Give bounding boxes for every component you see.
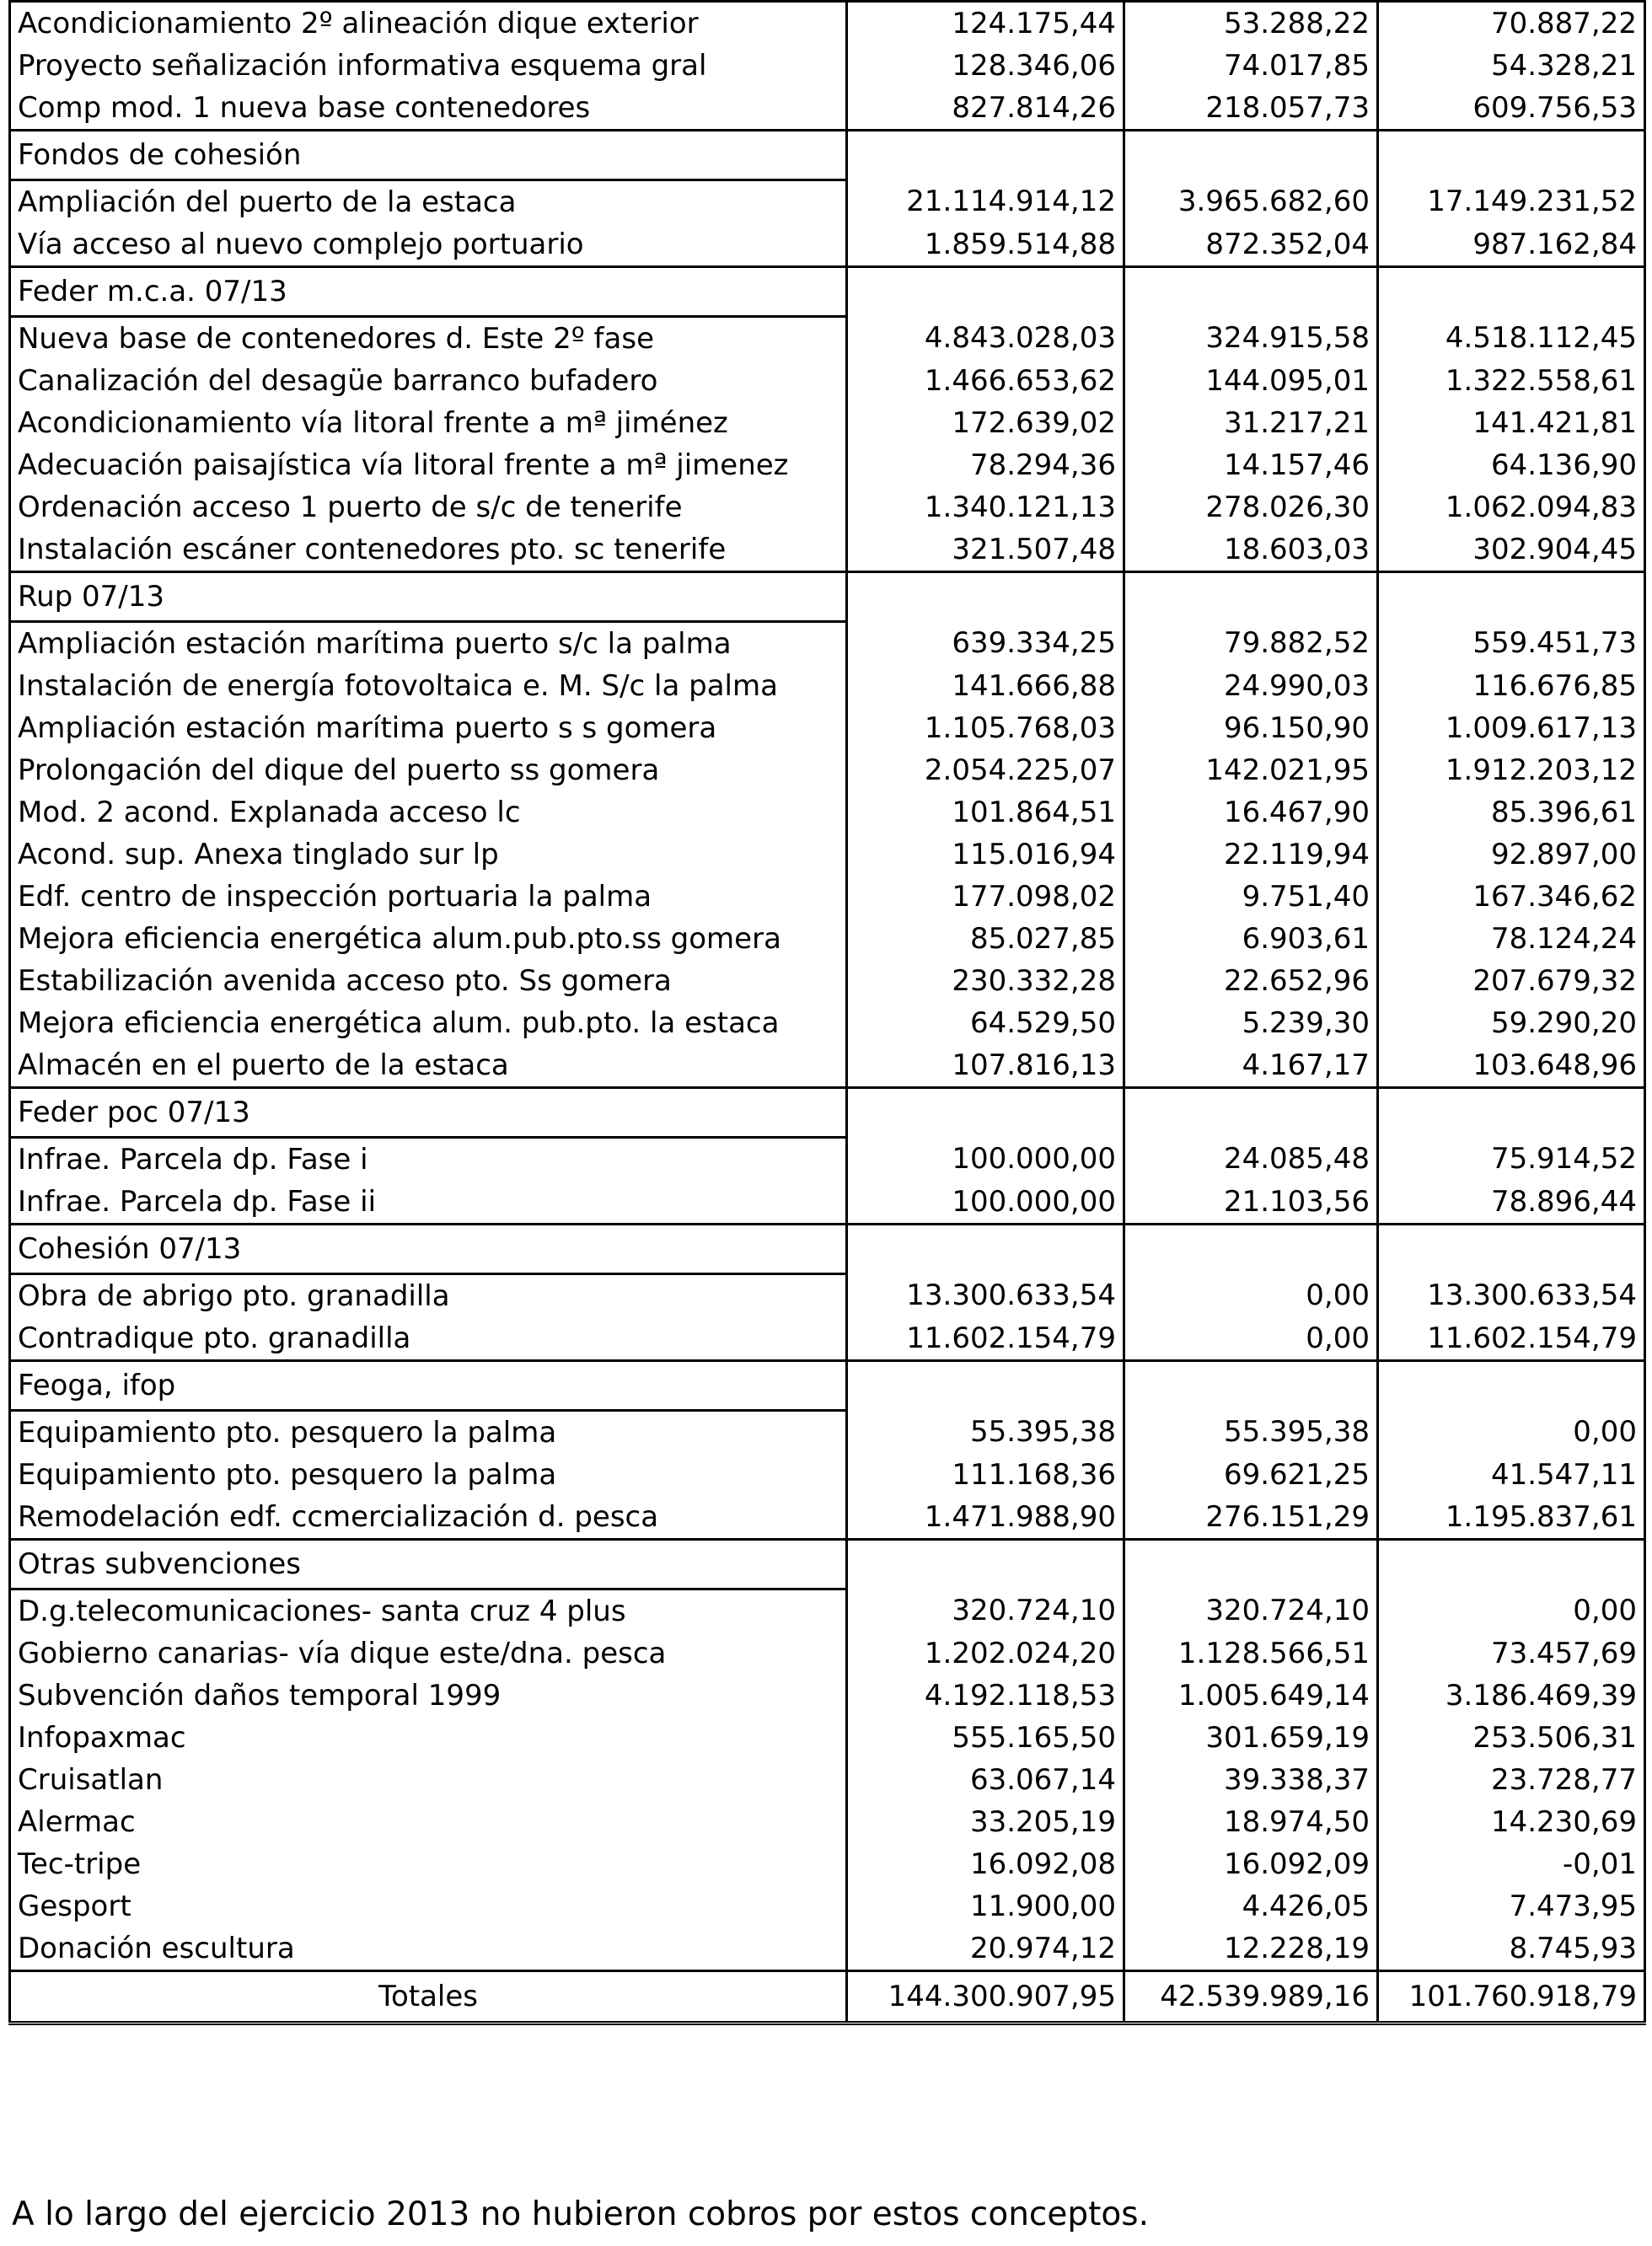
amount-cell: 64.529,50 — [847, 1002, 1124, 1044]
empty-cell — [1124, 267, 1378, 317]
amount-cell: 141.666,88 — [847, 665, 1124, 707]
section-header-row — [10, 1225, 1645, 1274]
amount-cell: 18.974,50 — [1124, 1801, 1378, 1843]
concept-cell: Comp mod. 1 nueva base contenedores — [10, 87, 847, 131]
table-row — [10, 223, 1645, 267]
amount-cell: 39.338,37 — [1124, 1759, 1378, 1801]
amount-cell: 16.092,09 — [1124, 1843, 1378, 1885]
concept-cell: Mejora eficiencia energética alum. pub.pto. la estaca — [10, 1002, 847, 1044]
concept-cell: Contradique pto. granadilla — [10, 1317, 847, 1361]
amount-cell: 55.395,38 — [1124, 1411, 1378, 1455]
concept-cell: Instalación escáner contenedores pto. sc tenerife — [10, 528, 847, 572]
table-row — [10, 749, 1645, 791]
section-title: Cohesión 07/13 — [10, 1225, 847, 1274]
amount-cell: 96.150,90 — [1124, 707, 1378, 749]
amount-cell: 7.473,95 — [1378, 1885, 1645, 1927]
empty-cell — [847, 1088, 1124, 1138]
amount-cell: 302.904,45 — [1378, 528, 1645, 572]
table-row — [10, 1717, 1645, 1759]
table-row — [10, 402, 1645, 444]
table-row — [10, 1317, 1645, 1361]
empty-cell — [847, 131, 1124, 180]
amount-cell: 78.124,24 — [1378, 918, 1645, 960]
amount-cell: 22.652,96 — [1124, 960, 1378, 1002]
amount-cell: 1.466.653,62 — [847, 360, 1124, 402]
concept-cell: Ampliación estación marítima puerto s/c la palma — [10, 622, 847, 666]
table-row — [10, 1632, 1645, 1675]
table-row — [10, 45, 1645, 87]
empty-cell — [1124, 1088, 1378, 1138]
concept-cell: Alermac — [10, 1801, 847, 1843]
amount-cell: 1.105.768,03 — [847, 707, 1124, 749]
concept-cell: Estabilización avenida acceso pto. Ss gomera — [10, 960, 847, 1002]
amount-cell: 278.026,30 — [1124, 486, 1378, 528]
amount-cell: 75.914,52 — [1378, 1138, 1645, 1182]
amount-cell: 116.676,85 — [1378, 665, 1645, 707]
amount-cell: 128.346,06 — [847, 45, 1124, 87]
amount-cell: 324.915,58 — [1124, 317, 1378, 361]
section-header-row — [10, 1361, 1645, 1411]
concept-cell: Proyecto señalización informativa esquema gral — [10, 45, 847, 87]
amount-cell: 101.864,51 — [847, 791, 1124, 834]
amount-cell: 107.816,13 — [847, 1044, 1124, 1088]
amount-cell: 111.168,36 — [847, 1454, 1124, 1496]
amount-cell: 22.119,94 — [1124, 834, 1378, 876]
table-row — [10, 87, 1645, 131]
amount-cell: 103.648,96 — [1378, 1044, 1645, 1088]
amount-cell: -0,01 — [1378, 1843, 1645, 1885]
table-row — [10, 960, 1645, 1002]
table-row — [10, 1927, 1645, 1971]
amount-cell: 1.009.617,13 — [1378, 707, 1645, 749]
amount-cell: 100.000,00 — [847, 1138, 1124, 1182]
concept-cell: Gobierno canarias- vía dique este/dna. pesca — [10, 1632, 847, 1675]
amount-cell: 987.162,84 — [1378, 223, 1645, 267]
amount-cell: 14.230,69 — [1378, 1801, 1645, 1843]
amount-cell: 11.900,00 — [847, 1885, 1124, 1927]
amount-cell: 85.396,61 — [1378, 791, 1645, 834]
empty-cell — [1378, 131, 1645, 180]
amount-cell: 69.621,25 — [1124, 1454, 1378, 1496]
amount-cell: 21.103,56 — [1124, 1181, 1378, 1225]
amount-cell: 141.421,81 — [1378, 402, 1645, 444]
subsidies-table-body — [10, 2, 1645, 2024]
concept-cell: Mod. 2 acond. Explanada acceso lc — [10, 791, 847, 834]
amount-cell: 92.897,00 — [1378, 834, 1645, 876]
amount-cell: 70.887,22 — [1378, 2, 1645, 46]
amount-cell: 144.300.907,95 — [847, 1971, 1124, 2024]
empty-cell — [1124, 1225, 1378, 1274]
table-row — [10, 665, 1645, 707]
amount-cell: 78.294,36 — [847, 444, 1124, 486]
amount-cell: 21.114.914,12 — [847, 180, 1124, 224]
amount-cell: 872.352,04 — [1124, 223, 1378, 267]
concept-cell: Cruisatlan — [10, 1759, 847, 1801]
empty-cell — [847, 1540, 1124, 1589]
empty-cell — [847, 267, 1124, 317]
amount-cell: 559.451,73 — [1378, 622, 1645, 666]
amount-cell: 23.728,77 — [1378, 1759, 1645, 1801]
footnote-text: A lo largo del ejercicio 2013 no hubieron cobros por estos conceptos. — [12, 2195, 1149, 2233]
amount-cell: 639.334,25 — [847, 622, 1124, 666]
table-row — [10, 707, 1645, 749]
amount-cell: 3.186.469,39 — [1378, 1675, 1645, 1717]
section-title: Rup 07/13 — [10, 572, 847, 622]
concept-cell: Donación escultura — [10, 1927, 847, 1971]
table-row — [10, 1885, 1645, 1927]
table-row — [10, 1801, 1645, 1843]
concept-cell: Subvención daños temporal 1999 — [10, 1675, 847, 1717]
amount-cell: 142.021,95 — [1124, 749, 1378, 791]
amount-cell: 78.896,44 — [1378, 1181, 1645, 1225]
amount-cell: 16.092,08 — [847, 1843, 1124, 1885]
amount-cell: 9.751,40 — [1124, 876, 1378, 918]
concept-cell: Equipamiento pto. pesquero la palma — [10, 1454, 847, 1496]
amount-cell: 320.724,10 — [1124, 1589, 1378, 1633]
amount-cell: 4.518.112,45 — [1378, 317, 1645, 361]
amount-cell: 4.426,05 — [1124, 1885, 1378, 1927]
amount-cell: 1.062.094,83 — [1378, 486, 1645, 528]
amount-cell: 64.136,90 — [1378, 444, 1645, 486]
empty-cell — [1124, 131, 1378, 180]
empty-cell — [1124, 1540, 1378, 1589]
amount-cell: 4.843.028,03 — [847, 317, 1124, 361]
section-title: Feder poc 07/13 — [10, 1088, 847, 1138]
amount-cell: 1.005.649,14 — [1124, 1675, 1378, 1717]
amount-cell: 73.457,69 — [1378, 1632, 1645, 1675]
amount-cell: 101.760.918,79 — [1378, 1971, 1645, 2024]
table-row — [10, 1181, 1645, 1225]
amount-cell: 16.467,90 — [1124, 791, 1378, 834]
amount-cell: 85.027,85 — [847, 918, 1124, 960]
table-row — [10, 1843, 1645, 1885]
amount-cell: 167.346,62 — [1378, 876, 1645, 918]
table-row — [10, 1496, 1645, 1540]
amount-cell: 4.192.118,53 — [847, 1675, 1124, 1717]
amount-cell: 1.859.514,88 — [847, 223, 1124, 267]
table-row — [10, 1454, 1645, 1496]
amount-cell: 1.202.024,20 — [847, 1632, 1124, 1675]
table-row — [10, 1675, 1645, 1717]
amount-cell: 115.016,94 — [847, 834, 1124, 876]
table-row — [10, 2, 1645, 46]
table-row — [10, 180, 1645, 224]
amount-cell: 609.756,53 — [1378, 87, 1645, 131]
table-row — [10, 317, 1645, 361]
empty-cell — [1124, 1361, 1378, 1411]
amount-cell: 124.175,44 — [847, 2, 1124, 46]
amount-cell: 144.095,01 — [1124, 360, 1378, 402]
concept-cell: Adecuación paisajística vía litoral frente a mª jimenez — [10, 444, 847, 486]
table-row — [10, 1759, 1645, 1801]
amount-cell: 1.912.203,12 — [1378, 749, 1645, 791]
amount-cell: 3.965.682,60 — [1124, 180, 1378, 224]
concept-cell: Ordenación acceso 1 puerto de s/c de tenerife — [10, 486, 847, 528]
amount-cell: 59.290,20 — [1378, 1002, 1645, 1044]
concept-cell: Ampliación del puerto de la estaca — [10, 180, 847, 224]
amount-cell: 17.149.231,52 — [1378, 180, 1645, 224]
table-row — [10, 1589, 1645, 1633]
amount-cell: 6.903,61 — [1124, 918, 1378, 960]
amount-cell: 320.724,10 — [847, 1589, 1124, 1633]
amount-cell: 14.157,46 — [1124, 444, 1378, 486]
amount-cell: 74.017,85 — [1124, 45, 1378, 87]
amount-cell: 0,00 — [1378, 1589, 1645, 1633]
concept-cell: Gesport — [10, 1885, 847, 1927]
table-row — [10, 791, 1645, 834]
concept-cell: Remodelación edf. ccmercialización d. pesca — [10, 1496, 847, 1540]
amount-cell: 33.205,19 — [847, 1801, 1124, 1843]
amount-cell: 100.000,00 — [847, 1181, 1124, 1225]
concept-cell: Infopaxmac — [10, 1717, 847, 1759]
amount-cell: 31.217,21 — [1124, 402, 1378, 444]
empty-cell — [847, 1225, 1124, 1274]
amount-cell: 63.067,14 — [847, 1759, 1124, 1801]
section-title: Otras subvenciones — [10, 1540, 847, 1589]
amount-cell: 1.195.837,61 — [1378, 1496, 1645, 1540]
amount-cell: 20.974,12 — [847, 1927, 1124, 1971]
amount-cell: 54.328,21 — [1378, 45, 1645, 87]
concept-cell: Canalización del desagüe barranco bufadero — [10, 360, 847, 402]
concept-cell: Almacén en el puerto de la estaca — [10, 1044, 847, 1088]
amount-cell: 207.679,32 — [1378, 960, 1645, 1002]
table-row — [10, 444, 1645, 486]
table-row — [10, 834, 1645, 876]
table-row — [10, 1411, 1645, 1455]
empty-cell — [847, 572, 1124, 622]
concept-cell: D.g.telecomunicaciones- santa cruz 4 plus — [10, 1589, 847, 1633]
section-header-row — [10, 131, 1645, 180]
amount-cell: 13.300.633,54 — [847, 1274, 1124, 1318]
concept-cell: Obra de abrigo pto. granadilla — [10, 1274, 847, 1318]
amount-cell: 24.990,03 — [1124, 665, 1378, 707]
subsidies-table — [8, 0, 1646, 2025]
concept-cell: Nueva base de contenedores d. Este 2º fase — [10, 317, 847, 361]
table-row — [10, 1002, 1645, 1044]
amount-cell: 827.814,26 — [847, 87, 1124, 131]
amount-cell: 2.054.225,07 — [847, 749, 1124, 791]
section-title: Feder m.c.a. 07/13 — [10, 267, 847, 317]
amount-cell: 41.547,11 — [1378, 1454, 1645, 1496]
amount-cell: 13.300.633,54 — [1378, 1274, 1645, 1318]
amount-cell: 253.506,31 — [1378, 1717, 1645, 1759]
concept-cell: Acondicionamiento 2º alineación dique exterior — [10, 2, 847, 46]
amount-cell: 1.471.988,90 — [847, 1496, 1124, 1540]
amount-cell: 79.882,52 — [1124, 622, 1378, 666]
amount-cell: 177.098,02 — [847, 876, 1124, 918]
empty-cell — [1378, 1540, 1645, 1589]
concept-cell: Mejora eficiencia energética alum.pub.pto.ss gomera — [10, 918, 847, 960]
amount-cell: 0,00 — [1378, 1411, 1645, 1455]
concept-cell: Edf. centro de inspección portuaria la palma — [10, 876, 847, 918]
amount-cell: 276.151,29 — [1124, 1496, 1378, 1540]
amount-cell: 24.085,48 — [1124, 1138, 1378, 1182]
section-header-row — [10, 1540, 1645, 1589]
totals-label: Totales — [10, 1971, 847, 2024]
table-row — [10, 1138, 1645, 1182]
table-row — [10, 876, 1645, 918]
amount-cell: 4.167,17 — [1124, 1044, 1378, 1088]
amount-cell: 1.128.566,51 — [1124, 1632, 1378, 1675]
amount-cell: 301.659,19 — [1124, 1717, 1378, 1759]
amount-cell: 0,00 — [1124, 1317, 1378, 1361]
amount-cell: 230.332,28 — [847, 960, 1124, 1002]
concept-cell: Vía acceso al nuevo complejo portuario — [10, 223, 847, 267]
empty-cell — [1378, 1361, 1645, 1411]
table-row — [10, 528, 1645, 572]
concept-cell: Ampliación estación marítima puerto s s gomera — [10, 707, 847, 749]
empty-cell — [1378, 1225, 1645, 1274]
amount-cell: 0,00 — [1124, 1274, 1378, 1318]
section-title: Fondos de cohesión — [10, 131, 847, 180]
amount-cell: 18.603,03 — [1124, 528, 1378, 572]
amount-cell: 1.322.558,61 — [1378, 360, 1645, 402]
amount-cell: 5.239,30 — [1124, 1002, 1378, 1044]
concept-cell: Prolongación del dique del puerto ss gomera — [10, 749, 847, 791]
amount-cell: 11.602.154,79 — [847, 1317, 1124, 1361]
totals-row — [10, 1971, 1645, 2024]
concept-cell: Infrae. Parcela dp. Fase i — [10, 1138, 847, 1182]
amount-cell: 12.228,19 — [1124, 1927, 1378, 1971]
section-header-row — [10, 1088, 1645, 1138]
amount-cell: 8.745,93 — [1378, 1927, 1645, 1971]
table-row — [10, 360, 1645, 402]
amount-cell: 321.507,48 — [847, 528, 1124, 572]
amount-cell: 55.395,38 — [847, 1411, 1124, 1455]
section-title: Feoga, ifop — [10, 1361, 847, 1411]
table-row — [10, 918, 1645, 960]
amount-cell: 53.288,22 — [1124, 2, 1378, 46]
section-header-row — [10, 267, 1645, 317]
concept-cell: Acond. sup. Anexa tinglado sur lp — [10, 834, 847, 876]
amount-cell: 555.165,50 — [847, 1717, 1124, 1759]
amount-cell: 218.057,73 — [1124, 87, 1378, 131]
concept-cell: Infrae. Parcela dp. Fase ii — [10, 1181, 847, 1225]
empty-cell — [1124, 572, 1378, 622]
amount-cell: 172.639,02 — [847, 402, 1124, 444]
table-row — [10, 1044, 1645, 1088]
table-row — [10, 1274, 1645, 1318]
amount-cell: 1.340.121,13 — [847, 486, 1124, 528]
concept-cell: Tec-tripe — [10, 1843, 847, 1885]
table-row — [10, 486, 1645, 528]
empty-cell — [1378, 1088, 1645, 1138]
concept-cell: Instalación de energía fotovoltaica e. M. S/c la palma — [10, 665, 847, 707]
empty-cell — [1378, 572, 1645, 622]
amount-cell: 11.602.154,79 — [1378, 1317, 1645, 1361]
empty-cell — [847, 1361, 1124, 1411]
concept-cell: Acondicionamiento vía litoral frente a mª jiménez — [10, 402, 847, 444]
concept-cell: Equipamiento pto. pesquero la palma — [10, 1411, 847, 1455]
table-row — [10, 622, 1645, 666]
empty-cell — [1378, 267, 1645, 317]
amount-cell: 42.539.989,16 — [1124, 1971, 1378, 2024]
section-header-row — [10, 572, 1645, 622]
